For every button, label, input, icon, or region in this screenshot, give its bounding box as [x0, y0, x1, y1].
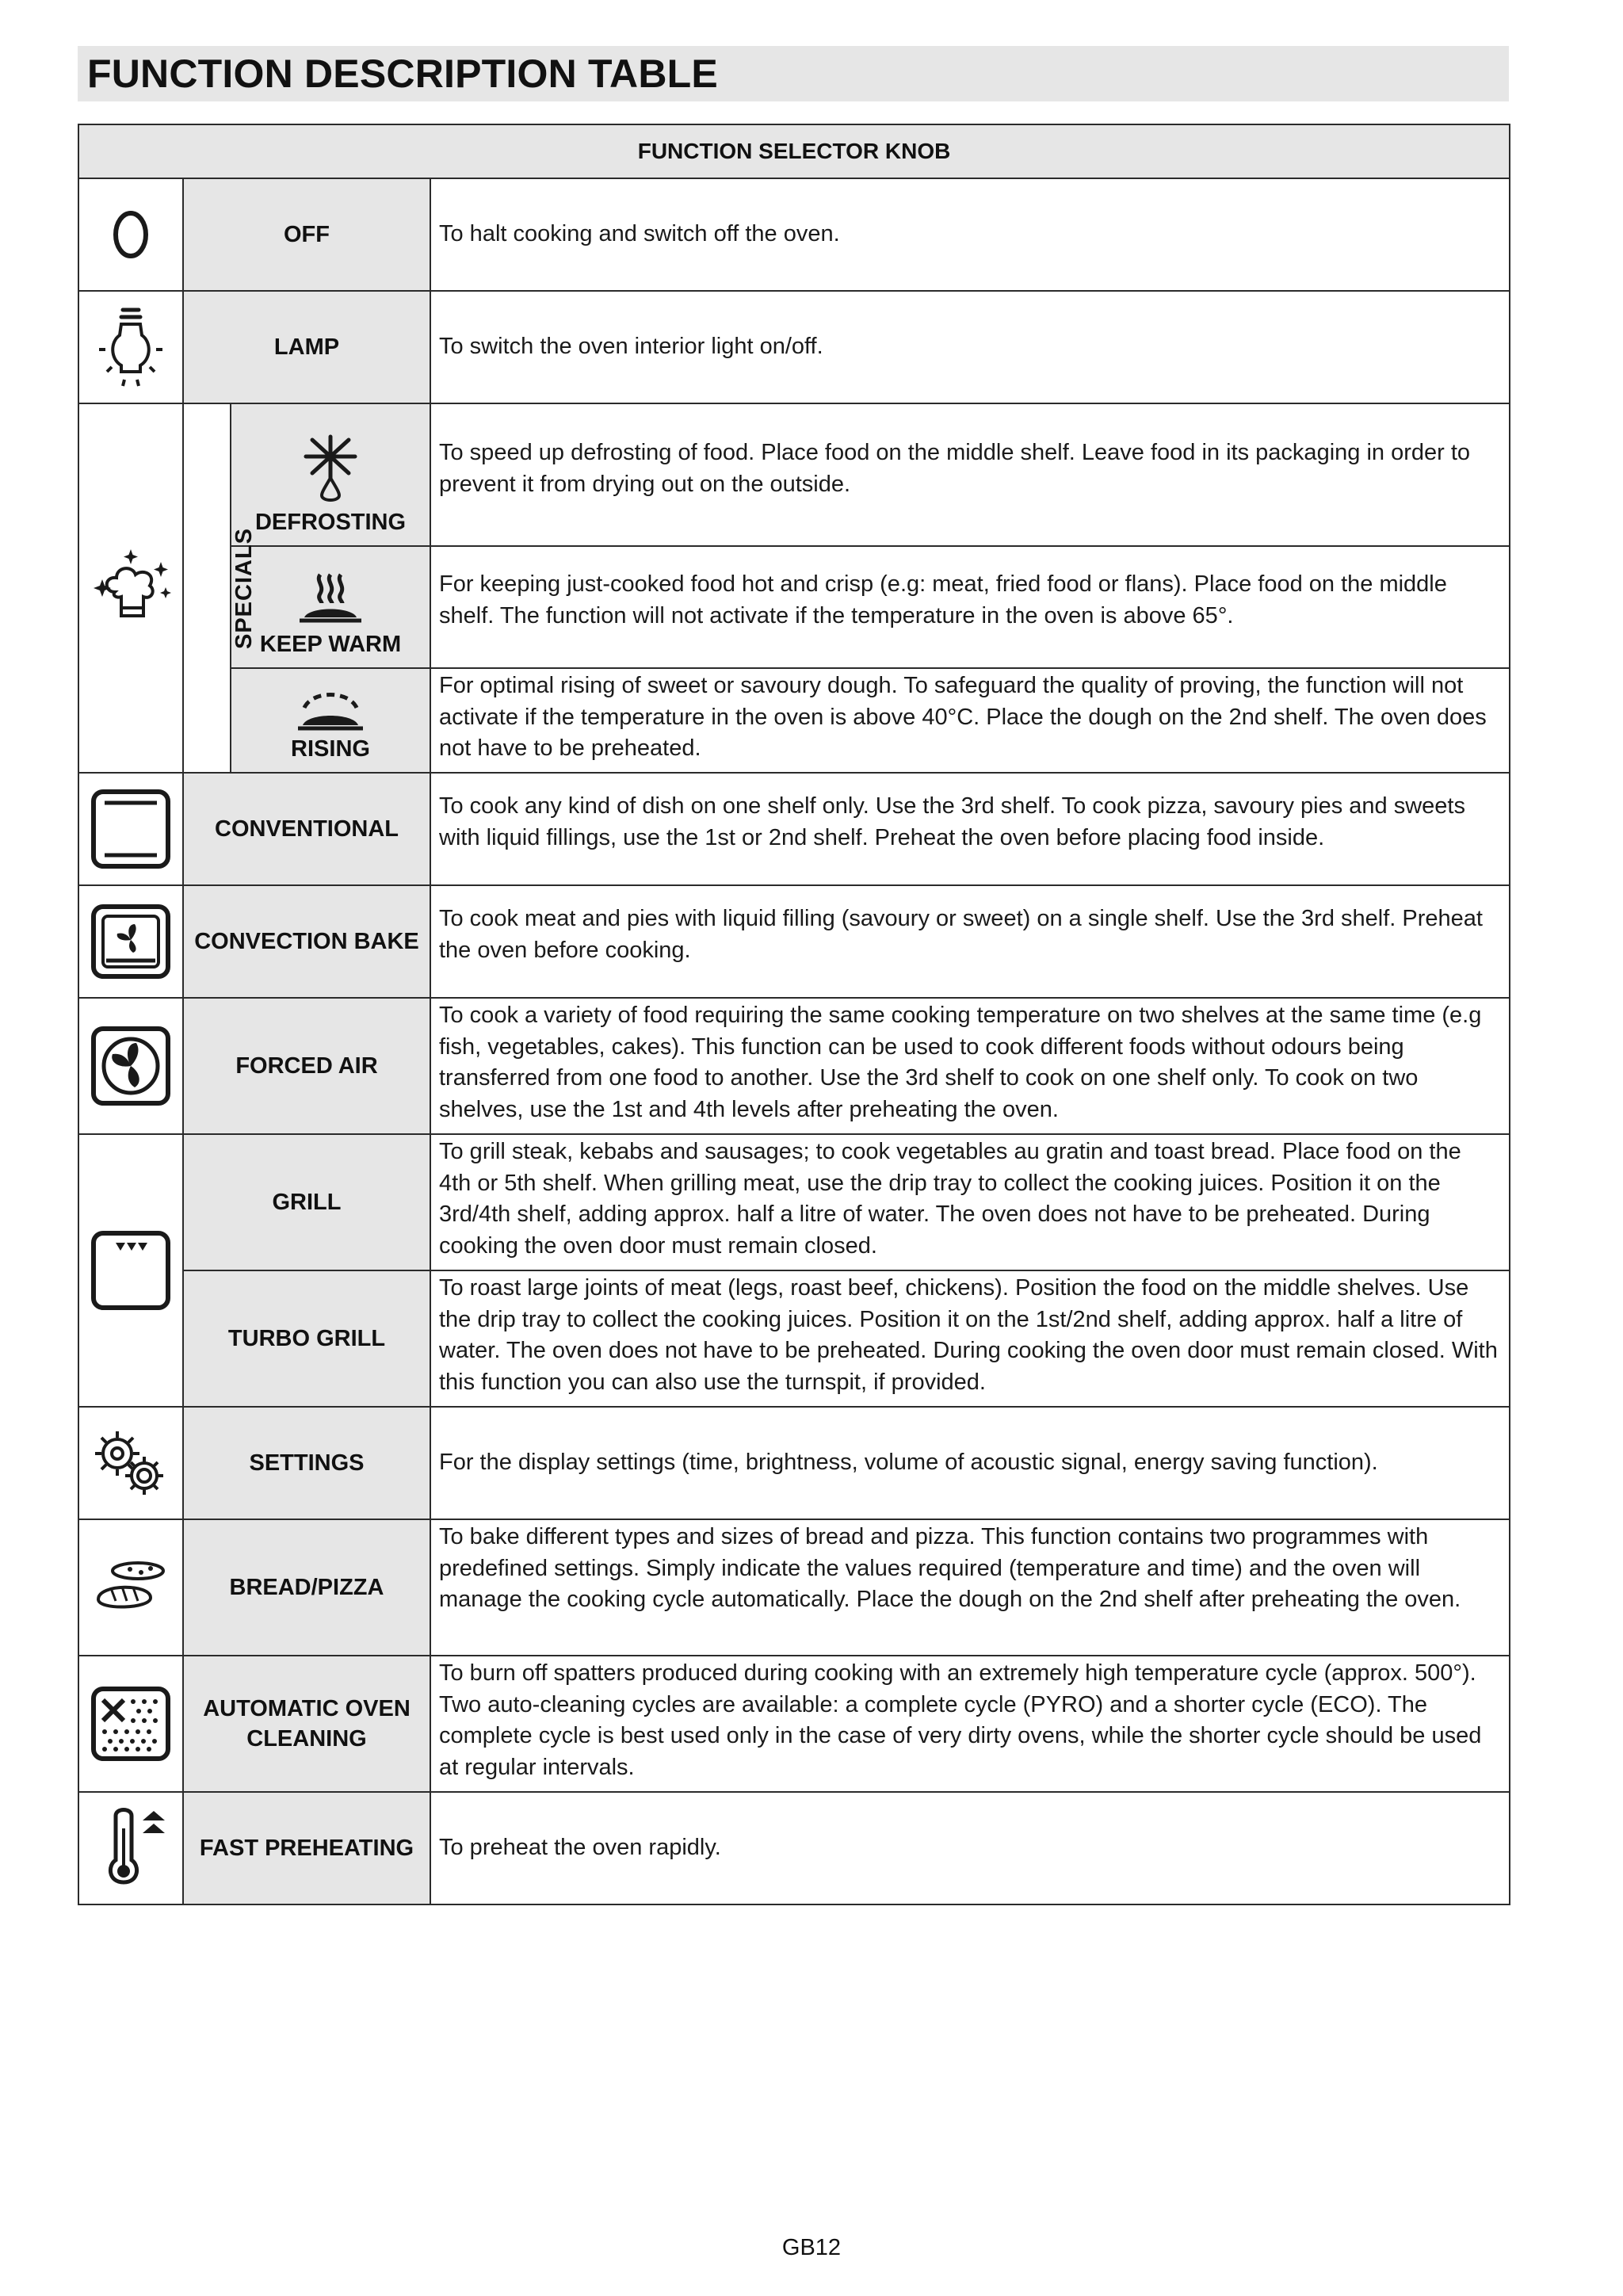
function-name-defrosting: DEFROSTING [254, 510, 407, 535]
bread-pizza-icon-cell [78, 1519, 183, 1656]
forced-air-icon [87, 1022, 174, 1110]
conventional-icon [87, 785, 174, 873]
table-row-conventional [78, 773, 1510, 885]
settings-gears-icon [87, 1423, 174, 1503]
function-name-auto-clean-line2: CLEANING [246, 1726, 367, 1752]
conventional-icon-cell [78, 773, 183, 885]
function-desc-grill: To grill steak, kebabs and sausages; to cook vegetables au gratin and toast bread. Place food on the 4th or 5th shelf. When grilling meat, use the drip tray to collect the cooking juices. Position it on the 3rd/4th shelf, adding approx. half a litre of water. The oven does not have to be preheated. During cooking the oven door must remain closed. [430, 1134, 1510, 1270]
table-row-keep-warm [78, 546, 1510, 668]
forced-air-icon-cell [78, 998, 183, 1134]
function-name-turbo-grill: TURBO GRILL [183, 1270, 430, 1407]
zero-icon [103, 203, 158, 266]
off-icon-cell [78, 178, 183, 291]
defrost-icon [303, 434, 358, 505]
function-desc-off: To halt cooking and switch off the oven. [430, 178, 1510, 291]
function-desc-convection-bake: To cook meat and pies with liquid filling (savoury or sweet) on a single shelf. Use the 3rd shelf. Preheat the oven before cooking. [430, 885, 1510, 998]
table-row-bread-pizza [78, 1519, 1510, 1656]
table-row-defrosting [78, 403, 1510, 546]
function-desc-settings: For the display settings (time, brightness, volume of acoustic signal, energy saving function). [430, 1407, 1510, 1519]
function-name-off: OFF [183, 178, 430, 291]
settings-icon-cell [78, 1407, 183, 1519]
bread-pizza-icon [87, 1552, 174, 1623]
grill-icon [87, 1227, 174, 1314]
function-name-settings: SETTINGS [183, 1407, 430, 1519]
function-desc-bread-pizza: To bake different types and sizes of bread and pizza. This function contains two programmes with predefined settings. Simply indicate the values required (temperature and time) and the oven will manage the cooking cycle automatically. Place the dough on the 2nd shelf after preheating the oven. [430, 1519, 1510, 1656]
function-name-lamp: LAMP [183, 291, 430, 403]
keep-warm-icon [295, 571, 366, 627]
convection-bake-icon-cell [78, 885, 183, 998]
function-desc-conventional: To cook any kind of dish on one shelf only. Use the 3rd shelf. To cook pizza, savoury pies and sweets with liquid fillings, use the 1st or 2nd shelf. Preheat the oven before placing food inside. [430, 773, 1510, 885]
function-name-keep-warm-cell [231, 546, 430, 668]
specials-label: SPECIALS [231, 527, 258, 649]
function-desc-rising: For optimal rising of sweet or savoury dough. To safeguard the quality of proving, the function will not activate if the temperature in the oven is above 40°C. Place the dough on the 2nd shelf. The oven does not have to be preheated. [430, 668, 1510, 773]
function-name-auto-clean-line1: AUTOMATIC OVEN [203, 1696, 411, 1721]
table-header: FUNCTION SELECTOR KNOB [78, 124, 1510, 178]
function-name-defrosting-cell [231, 403, 430, 546]
auto-clean-icon-cell [78, 1656, 183, 1792]
function-desc-fast-preheat: To preheat the oven rapidly. [430, 1792, 1510, 1904]
table-row-turbo-grill [78, 1270, 1510, 1407]
function-desc-turbo-grill: To roast large joints of meat (legs, roast beef, chickens). Position the food on the middle shelves. Use the drip tray to collect the cooking juices. Position it on the 1st/2nd shelf, adding approx. half a litre of water. The oven does not have to be preheated. During cooking the oven door must remain closed. With this function you can also use the turnspit, if provided. [430, 1270, 1510, 1407]
function-name-conventional: CONVENTIONAL [183, 773, 430, 885]
auto-clean-icon [87, 1684, 174, 1763]
title-bar [78, 46, 1509, 101]
function-name-forced-air: FORCED AIR [183, 998, 430, 1134]
function-name-convection-bake: CONVECTION BAKE [183, 885, 430, 998]
function-desc-keep-warm: For keeping just-cooked food hot and crisp (e.g: meat, fried food or flans). Place food on the middle shelf. The function will not activate if the temperature in the oven is above 65°. [430, 546, 1510, 668]
table-row-auto-clean [78, 1656, 1510, 1792]
function-name-bread-pizza: BREAD/PIZZA [183, 1519, 430, 1656]
function-desc-forced-air: To cook a variety of food requiring the same cooking temperature on two shelves at the same time (e.g fish, vegetables, cakes). This function can be used to cook different foods without odours being transferred from one food to another. Use the 3rd shelf to cook on one shelf only. To cook on two shelves, use the 1st and 4th levels after preheating the oven. [430, 998, 1510, 1134]
function-name-keep-warm: KEEP WARM [259, 632, 402, 657]
fast-preheat-icon-cell [78, 1792, 183, 1904]
rising-icon [295, 684, 366, 732]
function-name-rising: RISING [291, 736, 370, 762]
table-row-off [78, 178, 1510, 291]
function-name-grill: GRILL [183, 1134, 430, 1270]
function-table [78, 124, 1510, 1905]
table-row-forced-air [78, 998, 1510, 1134]
table-row-rising [78, 668, 1510, 773]
convection-bake-icon [87, 902, 174, 981]
function-name-rising-cell [231, 668, 430, 773]
lamp-icon [91, 304, 170, 391]
page-title: FUNCTION DESCRIPTION TABLE [87, 52, 718, 96]
function-desc-defrosting: To speed up defrosting of food. Place food on the middle shelf. Leave food in its packaging in order to prevent it from drying out on the outside. [430, 403, 1510, 546]
thermometer-up-icon [87, 1805, 174, 1892]
specials-icon-cell [78, 403, 183, 773]
function-name-fast-preheat: FAST PREHEATING [183, 1792, 430, 1904]
lamp-icon-cell [78, 291, 183, 403]
table-header-row [78, 124, 1510, 178]
page-number: GB12 [781, 2235, 842, 2260]
function-name-auto-clean [183, 1656, 430, 1792]
chef-hat-stars-icon [86, 544, 175, 632]
function-desc-auto-clean: To burn off spatters produced during cooking with an extremely high temperature cycle (approx. 500°). Two auto-cleaning cycles are available: a complete cycle (PYRO) and a shorter cycle (ECO). The complete cycle is best used only in the case of very dirty ovens, while the shorter cycle should be used at regular intervals. [430, 1656, 1510, 1792]
table-row-settings [78, 1407, 1510, 1519]
specials-label-cell [183, 403, 258, 773]
function-desc-lamp: To switch the oven interior light on/off. [430, 291, 1510, 403]
table-row-lamp [78, 291, 1510, 403]
grill-icon-cell [78, 1134, 183, 1407]
table-row-convection-bake [78, 885, 1510, 998]
table-row-grill [78, 1134, 1510, 1270]
table-row-fast-preheat [78, 1792, 1510, 1904]
